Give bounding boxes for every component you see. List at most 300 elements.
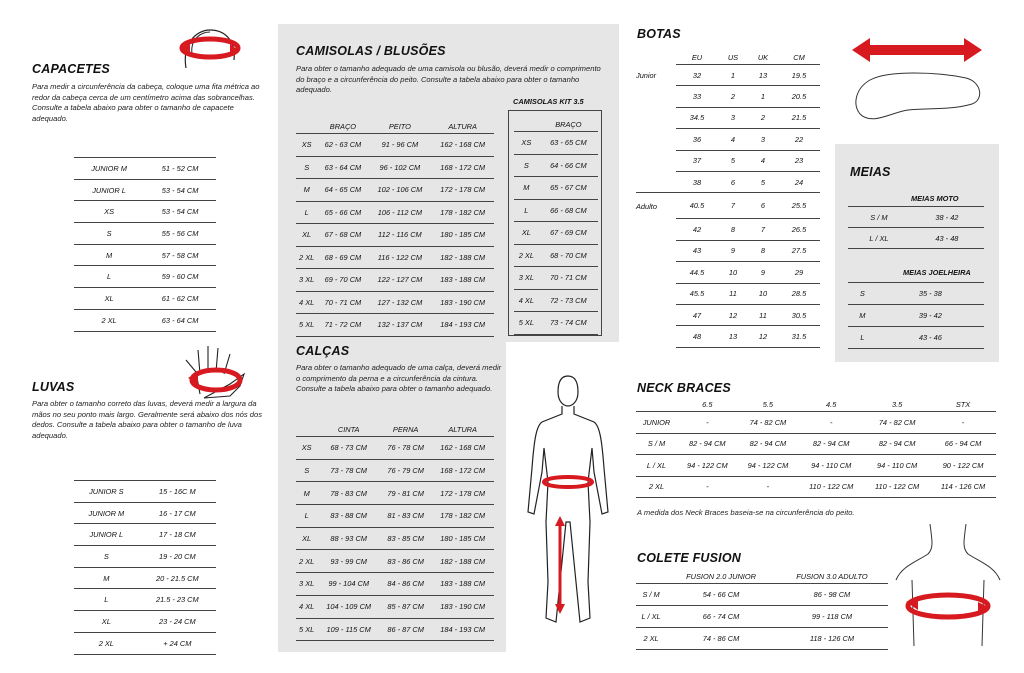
table-cell: 2 XL [74,309,144,331]
table-cell: 62 - 63 CM [317,134,368,157]
table-row [74,632,216,654]
table-row [296,573,494,596]
table-cell: XS [514,132,539,155]
table-cell: 79 - 81 CM [380,482,431,505]
table-cell: 51 - 52 CM [144,158,216,180]
table-cell: 5 XL [296,618,317,641]
table-cell: 43 - 46 [877,327,984,349]
table-row [848,327,984,349]
table-row [514,244,598,267]
capacetes-title: CAPACETES [32,62,110,76]
table-cell: 24 [778,171,820,192]
table-cell: 57 - 58 CM [144,244,216,266]
table-cell: XS [296,437,317,460]
table-cell: 34.5 [676,107,718,128]
table-cell: 12 [718,304,748,325]
table-cell: XS [296,134,317,157]
table-cell: 68 - 73 CM [317,437,380,460]
table-cell [636,219,676,240]
foot-arrow-illustration [848,36,988,128]
table-cell: L [514,199,539,222]
table-cell: 110 - 122 CM [864,476,930,498]
table-cell: 19 - 20 CM [139,546,216,568]
table-cell [636,86,676,107]
table-cell [636,171,676,192]
table-cell: 8 [748,240,778,261]
table-cell: 94 - 122 CM [738,455,799,477]
table-row [74,309,216,331]
table-row [74,266,216,288]
table-row [74,223,216,245]
table-cell: 85 - 87 CM [380,595,431,618]
table-row [74,524,216,546]
table-cell: 132 - 137 CM [369,314,432,337]
table-cell: XL [296,527,317,550]
table-cell: 96 - 102 CM [369,156,432,179]
table-row [296,618,494,641]
table-cell: 70 - 71 CM [539,267,598,290]
table-cell: 82 - 94 CM [864,433,930,455]
camisolas-table [296,119,494,337]
table-cell: 38 - 42 [910,207,984,228]
column-header: EU [691,52,703,62]
table-cell: S [848,283,877,305]
table-cell: 21.5 [778,107,820,128]
table-row [74,158,216,180]
capacetes-table [74,157,216,332]
table-cell: 3 XL [296,269,317,292]
table-cell: JUNIOR [636,412,677,434]
column-header: FUSION 3.0 ADULTO [796,571,868,581]
table-header-row [636,50,820,65]
table-cell: M [848,305,877,327]
table-cell: 114 - 126 CM [930,476,996,498]
table-cell: 8 [718,219,748,240]
table-row [296,179,494,202]
table-cell: - [930,412,996,434]
table-cell: 7 [718,193,748,219]
table-cell: 23 - 24 CM [139,611,216,633]
table-cell: 4 [748,150,778,171]
table-cell: 172 - 178 CM [431,179,494,202]
table-row [636,412,996,434]
column-header: PERNA [392,424,419,434]
table-cell: S / M [636,584,666,606]
table-cell: 33 [676,86,718,107]
table-cell: 66 - 68 CM [539,199,598,222]
table-row [636,107,820,128]
table-cell: 32 [676,65,718,86]
table-cell: 70 - 71 CM [317,291,368,314]
table-cell: 168 - 172 CM [431,156,494,179]
table-cell: XS [74,201,144,223]
glove-hand-illustration [178,344,254,400]
calcas-table [296,422,494,641]
table-row [636,129,820,150]
table-cell: 53 - 54 CM [144,179,216,201]
table-row [296,246,494,269]
table-cell: M [296,482,317,505]
table-cell: 17 - 18 CM [139,524,216,546]
column-header [636,50,676,65]
table-row [514,222,598,245]
table-cell: 94 - 110 CM [864,455,930,477]
column-header: 4.5 [826,399,837,409]
table-cell: 110 - 122 CM [798,476,864,498]
table-cell: S [74,546,139,568]
table-cell: 5 XL [514,312,539,335]
table-cell: XL [74,288,144,310]
table-row [636,584,888,606]
table-cell: 112 - 116 CM [369,224,432,247]
table-cell [636,283,676,304]
table-cell: 53 - 54 CM [144,201,216,223]
table-cell: 39 - 42 [877,305,984,327]
table-header-row [296,422,494,437]
table-row [514,199,598,222]
table-cell: 109 - 115 CM [317,618,380,641]
botas-title: BOTAS [637,27,681,41]
table-cell [636,150,676,171]
table-cell: 5 [718,150,748,171]
table-row [636,283,820,304]
table-row [636,476,996,498]
table-cell: XL [74,611,139,633]
table-cell [636,107,676,128]
table-cell: 81 - 83 CM [380,505,431,528]
column-header: BRAÇO [329,121,357,131]
table-cell: JUNIOR M [74,502,139,524]
table-cell: 9 [718,240,748,261]
table-row [514,312,598,335]
table-cell: 102 - 106 CM [369,179,432,202]
table-cell: 6 [748,193,778,219]
table-cell: 55 - 56 CM [144,223,216,245]
table-cell: 4 XL [296,291,317,314]
table-row [296,459,494,482]
table-cell [636,326,676,347]
table-row [636,455,996,477]
table-cell: 65 - 66 CM [317,201,368,224]
calcas-desc: Para obter o tamanho adequado de uma calça, deverá medir o comprimento da perna e a circunferência da cintura. Consulte a tabela abaixo para obter o tamanho adequado. [296,363,502,394]
table-row [74,179,216,201]
table-cell: 31.5 [778,326,820,347]
table-cell: 74 - 82 CM [864,412,930,434]
table-cell: 182 - 188 CM [431,246,494,269]
table-cell: 20 - 21.5 CM [139,567,216,589]
table-cell: 15 - 16C M [139,481,216,503]
table-row [514,267,598,290]
column-header: US [727,52,739,62]
table-cell: 183 - 188 CM [431,573,494,596]
column-header: PEITO [388,121,411,131]
table-cell: XL [296,224,317,247]
table-row [514,289,598,312]
table-cell: 2 XL [296,550,317,573]
table-row [848,207,984,228]
body-figure-illustration [520,372,616,634]
table-cell: 3 XL [514,267,539,290]
table-cell: Junior [636,70,657,80]
table-cell: 67 - 68 CM [317,224,368,247]
column-header [296,119,317,134]
table-row [514,177,598,200]
column-header: BRAÇO [555,119,582,129]
table-cell: 11 [718,283,748,304]
neck-title: NECK BRACES [637,381,731,395]
table-cell [636,129,676,150]
table-cell: 93 - 99 CM [317,550,380,573]
table-cell: 9 [748,262,778,283]
neck-note: A medida dos Neck Braces baseia-se na circunferência do peito. [637,508,855,517]
table-cell: 38 [676,171,718,192]
table-row [296,224,494,247]
table-cell: L [296,505,317,528]
table-row [636,240,820,261]
table-row [296,269,494,292]
column-header: 5.5 [762,399,774,409]
table-cell: 94 - 122 CM [677,455,738,477]
column-header: ALTURA [448,121,477,131]
table-cell: 83 - 85 CM [380,527,431,550]
table-cell: 4 XL [296,595,317,618]
column-header [636,569,666,584]
table-cell: S [514,154,539,177]
table-cell: 99 - 118 CM [776,606,888,628]
table-cell: L [848,327,877,349]
meias-moto-table [848,206,984,249]
table-cell: Adulto [636,193,676,219]
table-cell: 25.5 [778,193,820,219]
luvas-desc: Para obter o tamanho correto das luvas, deverá medir a largura da mãos no seu ponto mais largo. Geralmente será abaixo dos nós dos dedos. Consulte a tabela abaixo para obter o tamanho de luva adequado. [32,399,263,440]
table-row [636,433,996,455]
table-cell: - [677,412,738,434]
table-cell: 63 - 64 CM [317,156,368,179]
table-row [636,150,820,171]
column-header: CINTA [337,424,360,434]
table-cell: 183 - 190 CM [431,291,494,314]
table-cell: 83 - 88 CM [317,505,380,528]
table-cell: 47 [676,304,718,325]
table-cell: S [296,156,317,179]
table-row [74,244,216,266]
neck-table [636,397,996,498]
table-cell: 40.5 [676,193,718,219]
column-header: STX [955,399,971,409]
table-cell: L [74,266,144,288]
table-cell: 83 - 86 CM [380,550,431,573]
table-cell: 118 - 126 CM [776,628,888,650]
table-cell: 99 - 104 CM [317,573,380,596]
table-cell: 74 - 82 CM [738,412,799,434]
table-cell: 13 [718,326,748,347]
table-cell: 76 - 78 CM [380,437,431,460]
table-cell: 45.5 [676,283,718,304]
table-cell [636,262,676,283]
table-cell: 88 - 93 CM [317,527,380,550]
table-cell: S [296,459,317,482]
table-cell: 5 [748,171,778,192]
table-cell: 86 - 98 CM [776,584,888,606]
table-row [636,86,820,107]
table-row [636,193,820,219]
table-row [514,132,598,155]
table-cell: 78 - 83 CM [317,482,380,505]
column-header: 6.5 [702,399,713,409]
table-cell: M [74,567,139,589]
table-cell: 35 - 38 [877,283,984,305]
table-cell: 66 - 94 CM [930,433,996,455]
table-cell: - [798,412,864,434]
table-cell: 104 - 109 CM [317,595,380,618]
table-cell: 43 [676,240,718,261]
table-cell [636,240,676,261]
column-header: FUSION 2.0 JUNIOR [686,571,756,581]
calcas-title: CALÇAS [296,344,350,358]
table-row [296,505,494,528]
table-row [74,201,216,223]
column-header: CM [793,52,805,62]
table-cell: 178 - 182 CM [431,201,494,224]
table-cell: L [74,589,139,611]
table-cell: L / XL [636,455,677,477]
table-cell: 183 - 188 CM [431,269,494,292]
table-cell: 36 [676,129,718,150]
table-cell: JUNIOR S [74,481,139,503]
table-cell: 184 - 193 CM [431,618,494,641]
table-cell: 122 - 127 CM [369,269,432,292]
botas-table [636,50,820,348]
colete-title: COLETE FUSION [637,551,741,565]
camisolas-kit-title: CAMISOLAS KIT 3.5 [513,97,584,106]
table-cell: M [514,177,539,200]
table-cell: 180 - 185 CM [431,527,494,550]
table-cell: 42 [676,219,718,240]
table-header-row [636,397,996,412]
table-cell: 184 - 193 CM [431,314,494,337]
table-cell: 86 - 87 CM [380,618,431,641]
table-row [848,228,984,249]
table-cell: 69 - 70 CM [317,269,368,292]
table-cell: 48 [676,326,718,347]
table-cell: 5 XL [296,314,317,337]
table-cell: 90 - 122 CM [930,455,996,477]
table-cell: 54 - 66 CM [666,584,776,606]
table-cell: 26.5 [778,219,820,240]
table-cell: 10 [718,262,748,283]
table-row [74,502,216,524]
table-row [636,606,888,628]
camisolas-title: CAMISOLAS / BLUSÕES [296,44,446,58]
table-cell: 37 [676,150,718,171]
table-cell: 59 - 60 CM [144,266,216,288]
meias-joelheira-table [848,282,984,349]
table-cell: S [74,223,144,245]
table-cell: 182 - 188 CM [431,550,494,573]
table-cell: 4 [718,129,748,150]
table-row [296,156,494,179]
table-cell: 7 [748,219,778,240]
colete-table [636,569,888,650]
table-cell: 168 - 172 CM [431,459,494,482]
table-cell: 2 [748,107,778,128]
table-cell: 66 - 74 CM [666,606,776,628]
table-cell: 22 [778,129,820,150]
table-cell: 3 XL [296,573,317,596]
table-cell: 19.5 [778,65,820,86]
table-row [636,326,820,347]
table-cell: 6 [718,171,748,192]
table-cell: 44.5 [676,262,718,283]
table-cell: 1 [718,65,748,86]
table-cell: 28.5 [778,283,820,304]
table-cell: 172 - 178 CM [431,482,494,505]
table-cell: 73 - 74 CM [539,312,598,335]
table-row [296,134,494,157]
table-row [296,595,494,618]
table-cell: 29 [778,262,820,283]
table-cell: 12 [748,326,778,347]
table-cell: JUNIOR M [74,158,144,180]
table-cell: 4 XL [514,289,539,312]
table-row [848,305,984,327]
table-cell: 127 - 132 CM [369,291,432,314]
table-cell: 68 - 70 CM [539,244,598,267]
table-cell [636,304,676,325]
table-cell: 76 - 79 CM [380,459,431,482]
table-cell: + 24 CM [139,632,216,654]
table-cell: 10 [748,283,778,304]
table-cell: JUNIOR L [74,179,144,201]
table-header-row [296,119,494,134]
table-cell: 82 - 94 CM [738,433,799,455]
table-cell: 94 - 110 CM [798,455,864,477]
column-header [514,117,539,132]
table-row [636,65,820,86]
camisolas-desc: Para obter o tamanho adequado de uma camisola ou blusão, deverá medir o comprimento do braço e a circunferência do peito. Consulte a tabela abaixo para obter o tamanho adequado. [296,64,601,95]
helmet-head-illustration [172,24,244,74]
table-row [74,589,216,611]
table-cell: 27.5 [778,240,820,261]
table-row [296,550,494,573]
table-cell: 30.5 [778,304,820,325]
table-cell: 23 [778,150,820,171]
meias-moto-label: MEIAS MOTO [911,194,959,203]
table-cell: L / XL [848,228,910,249]
table-cell: 2 [718,86,748,107]
table-cell: 116 - 122 CM [369,246,432,269]
table-cell: 11 [748,304,778,325]
table-cell: 162 - 168 CM [431,134,494,157]
table-row [296,201,494,224]
table-row [636,171,820,192]
table-cell: S / M [636,433,677,455]
meias-joelheira-label: MEIAS JOELHEIRA [903,268,971,277]
table-row [296,291,494,314]
table-cell: L [296,201,317,224]
table-cell: L / XL [636,606,666,628]
table-cell: M [296,179,317,202]
table-cell: 74 - 86 CM [666,628,776,650]
table-cell: 43 - 48 [910,228,984,249]
table-cell: 61 - 62 CM [144,288,216,310]
capacetes-desc: Para medir a circunferência da cabeça, coloque uma fita métrica ao redor da cabeça cerca de um centímetro acima das sobrancelhas. Consulte a tabela abaixo para obter o tamanho de capacete adequado. [32,82,260,123]
table-row [74,567,216,589]
table-cell: 2 XL [514,244,539,267]
table-cell: 84 - 86 CM [380,573,431,596]
table-cell: 16 - 17 CM [139,502,216,524]
camisolas-kit-table [514,117,598,335]
